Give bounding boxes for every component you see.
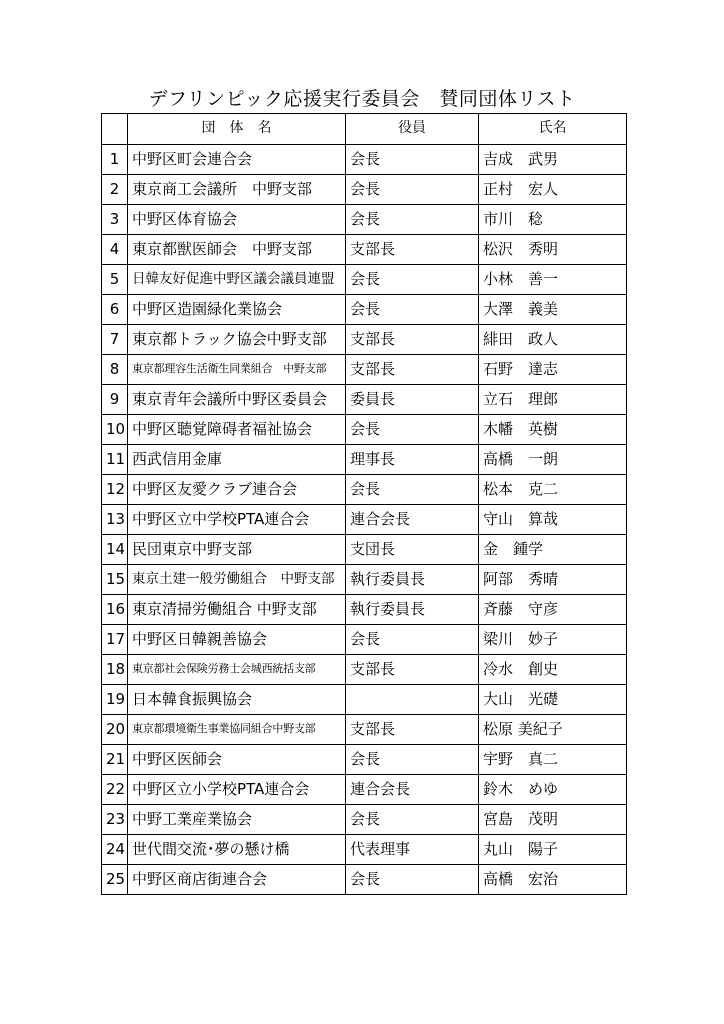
supporting-organizations-table bbox=[101, 113, 627, 895]
table-body bbox=[102, 145, 627, 895]
row-number: 17 bbox=[102, 625, 128, 655]
organization-name: 東京土建一般労働組合 中野支部 bbox=[128, 565, 346, 595]
organization-name: 東京清掃労働組合 中野支部 bbox=[128, 595, 346, 625]
role-title: 執行委員長 bbox=[346, 565, 479, 595]
representative-name: 大澤 義美 bbox=[479, 295, 627, 325]
row-number: 25 bbox=[102, 865, 128, 895]
role-title: 会長 bbox=[346, 625, 479, 655]
organization-name: 中野区体育協会 bbox=[128, 205, 346, 235]
row-number: 10 bbox=[102, 415, 128, 445]
row-number: 22 bbox=[102, 775, 128, 805]
role-title: 代表理事 bbox=[346, 835, 479, 865]
organization-name: 中野工業産業協会 bbox=[128, 805, 346, 835]
row-number: 24 bbox=[102, 835, 128, 865]
role-title: 会長 bbox=[346, 745, 479, 775]
table-row bbox=[102, 535, 627, 565]
table-row bbox=[102, 385, 627, 415]
row-number: 16 bbox=[102, 595, 128, 625]
organization-name: 中野区立小学校PTA連合会 bbox=[128, 775, 346, 805]
table-row bbox=[102, 235, 627, 265]
organization-name: 中野区町会連合会 bbox=[128, 145, 346, 175]
table-row bbox=[102, 295, 627, 325]
row-number: 3 bbox=[102, 205, 128, 235]
table-row bbox=[102, 415, 627, 445]
role-title bbox=[346, 685, 479, 715]
role-title: 会長 bbox=[346, 475, 479, 505]
representative-name: 冷水 創史 bbox=[479, 655, 627, 685]
role-title: 会長 bbox=[346, 175, 479, 205]
organization-name: 西武信用金庫 bbox=[128, 445, 346, 475]
document-title: デフリンピック応援実行委員会 賛同団体リスト bbox=[148, 88, 576, 110]
table-row bbox=[102, 475, 627, 505]
role-title: 支部長 bbox=[346, 715, 479, 745]
row-number: 7 bbox=[102, 325, 128, 355]
row-number: 13 bbox=[102, 505, 128, 535]
representative-name: 阿部 秀晴 bbox=[479, 565, 627, 595]
role-title: 理事長 bbox=[346, 445, 479, 475]
representative-name: 丸山 陽子 bbox=[479, 835, 627, 865]
organization-name: 日韓友好促進中野区議会議員連盟 bbox=[128, 265, 346, 295]
row-number: 12 bbox=[102, 475, 128, 505]
role-title: 委員長 bbox=[346, 385, 479, 415]
header-role: 役員 bbox=[346, 114, 479, 145]
organization-name: 東京都トラック協会中野支部 bbox=[128, 325, 346, 355]
table-row bbox=[102, 145, 627, 175]
table-row bbox=[102, 745, 627, 775]
row-number: 23 bbox=[102, 805, 128, 835]
representative-name: 立石 理郎 bbox=[479, 385, 627, 415]
organization-name: 中野区友愛クラブ連合会 bbox=[128, 475, 346, 505]
row-number: 21 bbox=[102, 745, 128, 775]
row-number: 2 bbox=[102, 175, 128, 205]
row-number: 9 bbox=[102, 385, 128, 415]
table-header bbox=[102, 114, 627, 145]
representative-name: 松原 美紀子 bbox=[479, 715, 627, 745]
table-row bbox=[102, 715, 627, 745]
organization-name: 中野区聴覚障碍者福祉協会 bbox=[128, 415, 346, 445]
row-number: 20 bbox=[102, 715, 128, 745]
role-title: 執行委員長 bbox=[346, 595, 479, 625]
table-row bbox=[102, 175, 627, 205]
organization-name: 中野区立中学校PTA連合会 bbox=[128, 505, 346, 535]
representative-name: 正村 宏人 bbox=[479, 175, 627, 205]
table-row bbox=[102, 505, 627, 535]
table-row bbox=[102, 445, 627, 475]
table-row bbox=[102, 775, 627, 805]
row-number: 6 bbox=[102, 295, 128, 325]
organization-name: 東京青年会議所中野区委員会 bbox=[128, 385, 346, 415]
representative-name: 小林 善一 bbox=[479, 265, 627, 295]
role-title: 会長 bbox=[346, 205, 479, 235]
role-title: 支団長 bbox=[346, 535, 479, 565]
representative-name: 金 鍾学 bbox=[479, 535, 627, 565]
representative-name: 大山 光礎 bbox=[479, 685, 627, 715]
representative-name: 高橋 宏治 bbox=[479, 865, 627, 895]
representative-name: 梁川 妙子 bbox=[479, 625, 627, 655]
row-number: 8 bbox=[102, 355, 128, 385]
organization-name: 東京都獣医師会 中野支部 bbox=[128, 235, 346, 265]
table-row bbox=[102, 325, 627, 355]
representative-name: 松沢 秀明 bbox=[479, 235, 627, 265]
row-number: 5 bbox=[102, 265, 128, 295]
header-number bbox=[102, 114, 128, 145]
representative-name: 緋田 政人 bbox=[479, 325, 627, 355]
representative-name: 石野 達志 bbox=[479, 355, 627, 385]
role-title: 支部長 bbox=[346, 655, 479, 685]
role-title: 会長 bbox=[346, 295, 479, 325]
row-number: 1 bbox=[102, 145, 128, 175]
organization-name: 東京商工会議所 中野支部 bbox=[128, 175, 346, 205]
representative-name: 高橋 一朗 bbox=[479, 445, 627, 475]
organization-name: 東京都社会保険労務士会城西統括支部 bbox=[128, 655, 346, 685]
table-row bbox=[102, 625, 627, 655]
representative-name: 宇野 真二 bbox=[479, 745, 627, 775]
table-row bbox=[102, 205, 627, 235]
role-title: 会長 bbox=[346, 265, 479, 295]
row-number: 19 bbox=[102, 685, 128, 715]
header-name: 氏名 bbox=[479, 114, 627, 145]
header-organization: 団 体 名 bbox=[128, 114, 346, 145]
organization-name: 東京都理容生活衛生同業組合 中野支部 bbox=[128, 355, 346, 385]
representative-name: 木幡 英樹 bbox=[479, 415, 627, 445]
table-row bbox=[102, 835, 627, 865]
role-title: 支部長 bbox=[346, 235, 479, 265]
organization-name: 中野区日韓親善協会 bbox=[128, 625, 346, 655]
row-number: 4 bbox=[102, 235, 128, 265]
role-title: 会長 bbox=[346, 805, 479, 835]
representative-name: 守山 算哉 bbox=[479, 505, 627, 535]
table-row bbox=[102, 685, 627, 715]
role-title: 支部長 bbox=[346, 325, 479, 355]
role-title: 連合会長 bbox=[346, 775, 479, 805]
table-row bbox=[102, 265, 627, 295]
organization-name: 中野区医師会 bbox=[128, 745, 346, 775]
organization-name: 民団東京中野支部 bbox=[128, 535, 346, 565]
role-title: 支部長 bbox=[346, 355, 479, 385]
organization-name: 中野区商店街連合会 bbox=[128, 865, 346, 895]
representative-name: 松本 克二 bbox=[479, 475, 627, 505]
organization-name: 中野区造園緑化業協会 bbox=[128, 295, 346, 325]
role-title: 連合会長 bbox=[346, 505, 479, 535]
header-row bbox=[102, 114, 627, 145]
row-number: 11 bbox=[102, 445, 128, 475]
table-row bbox=[102, 565, 627, 595]
organization-name: 世代間交流･夢の懸け橋 bbox=[128, 835, 346, 865]
representative-name: 斉藤 守彦 bbox=[479, 595, 627, 625]
organization-name: 日本韓食振興協会 bbox=[128, 685, 346, 715]
representative-name: 宮島 茂明 bbox=[479, 805, 627, 835]
organization-name: 東京都環境衛生事業協同組合中野支部 bbox=[128, 715, 346, 745]
representative-name: 鈴木 めゆ bbox=[479, 775, 627, 805]
table-row bbox=[102, 805, 627, 835]
representative-name: 市川 稔 bbox=[479, 205, 627, 235]
row-number: 14 bbox=[102, 535, 128, 565]
table-row bbox=[102, 595, 627, 625]
row-number: 15 bbox=[102, 565, 128, 595]
table-row bbox=[102, 865, 627, 895]
role-title: 会長 bbox=[346, 145, 479, 175]
table-row bbox=[102, 355, 627, 385]
representative-name: 吉成 武男 bbox=[479, 145, 627, 175]
row-number: 18 bbox=[102, 655, 128, 685]
table-row bbox=[102, 655, 627, 685]
role-title: 会長 bbox=[346, 865, 479, 895]
role-title: 会長 bbox=[346, 415, 479, 445]
